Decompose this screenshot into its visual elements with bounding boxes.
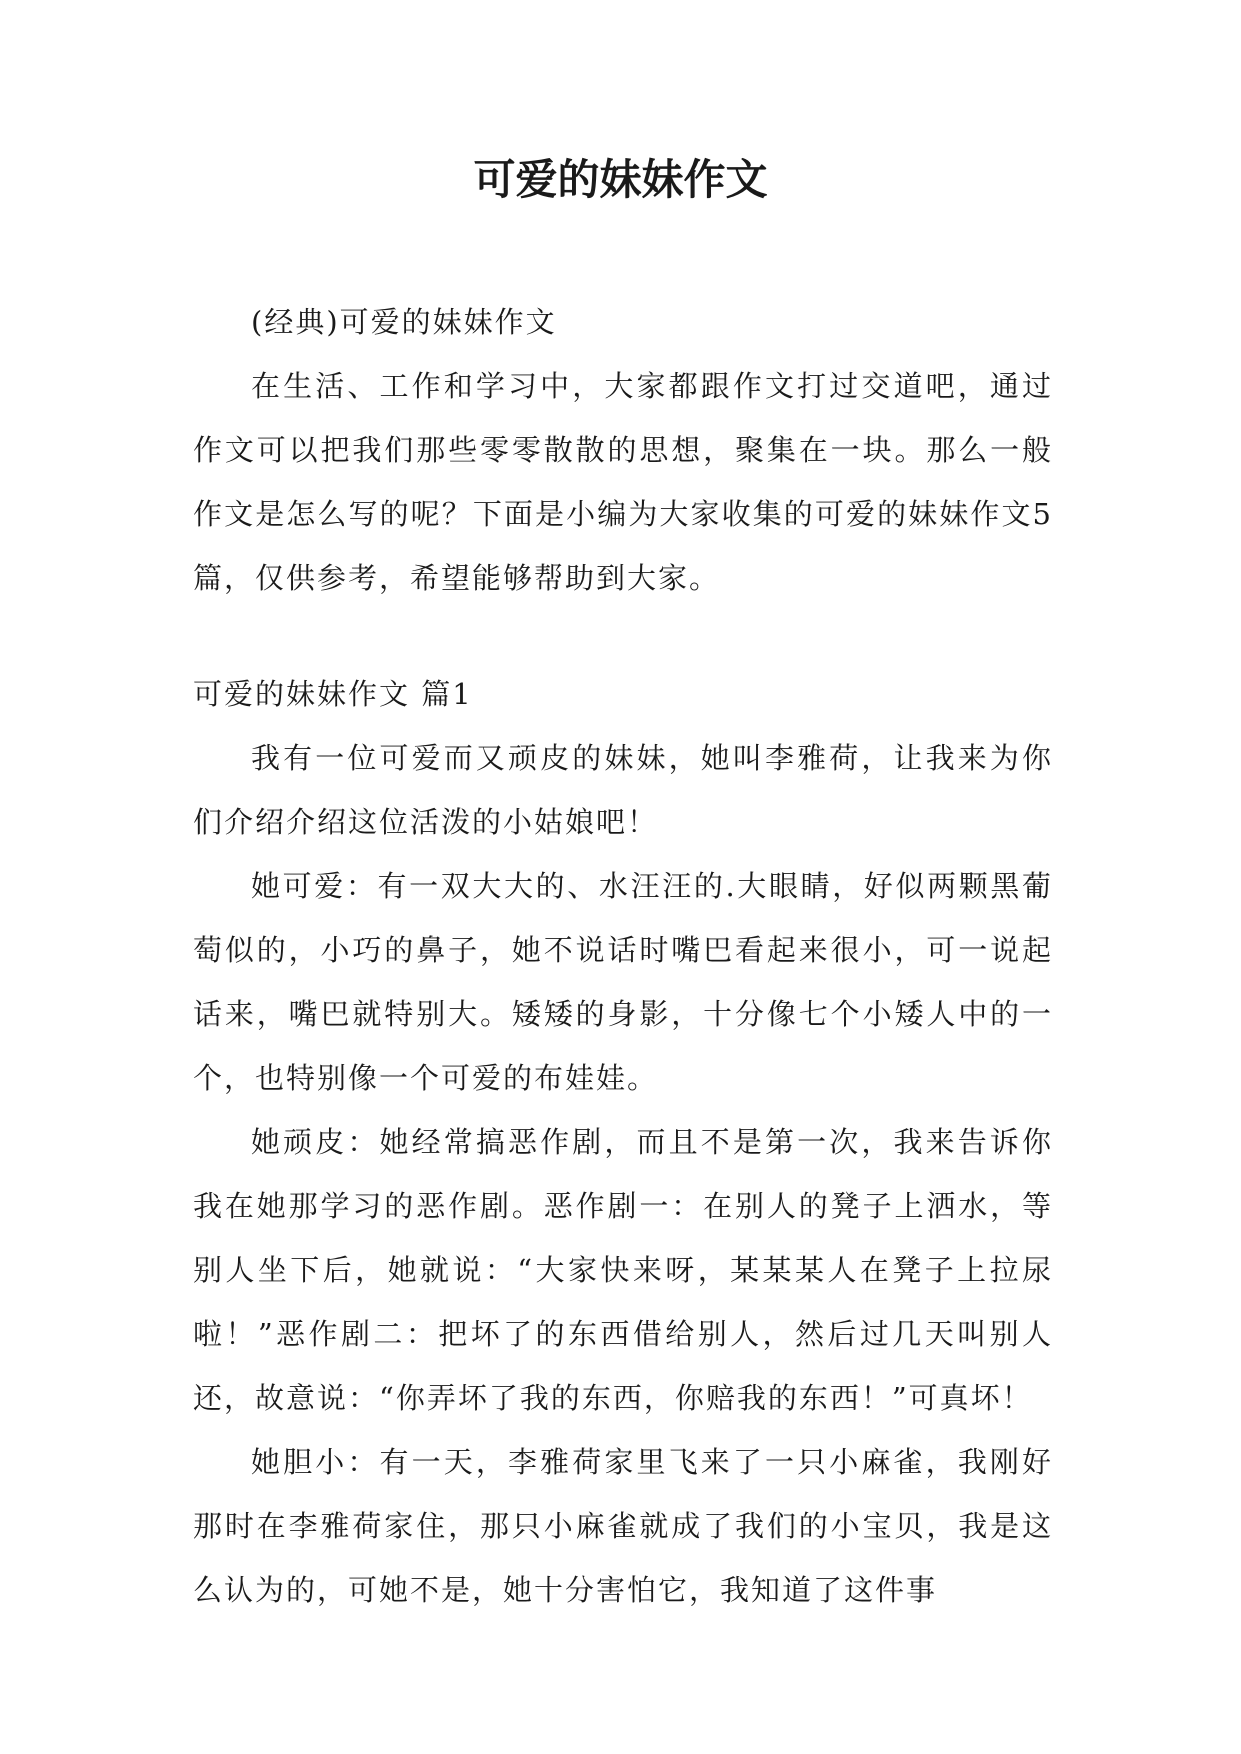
section-gap	[193, 610, 1053, 662]
body-paragraph: 她胆小：有一天，李雅荷家里飞来了一只小麻雀，我刚好那时在李雅荷家住，那只小麻雀就成了我们的小宝贝，我是这么认为的，可她不是，她十分害怕它，我知道了这件事	[193, 1445, 1053, 1607]
section-heading: 可爱的妹妹作文 篇1	[193, 677, 473, 711]
document-title: 可爱的妹妹作文	[473, 155, 768, 204]
body-paragraph: 我有一位可爱而又顽皮的妹妹，她叫李雅荷，让我来为你们介绍介绍这位活泼的小姑娘吧！	[193, 741, 1053, 839]
body-paragraph: 她顽皮：她经常搞恶作剧，而且不是第一次，我来告诉你我在她那学习的恶作剧。恶作剧一：在别人的凳子上洒水，等别人坐下后，她就说：“大家快来呀，某某某人在凳子上拉尿啦！”恶作剧二：把坏了的东西借给别人，然后过几天叫别人还，故意说：“你弄坏了我的东西，你赔我的东西！”可真坏！	[193, 1125, 1053, 1415]
intro-paragraph: 在生活、工作和学习中，大家都跟作文打过交道吧，通过作文可以把我们那些零零散散的思想，聚集在一块。那么一般作文是怎么写的呢？下面是小编为大家收集的可爱的妹妹作文5篇，仅供参考，希望能够帮助到大家。	[193, 369, 1053, 595]
document-body	[193, 290, 1053, 1622]
document-subtitle: (经典)可爱的妹妹作文	[251, 305, 557, 339]
body-paragraph: 她可爱：有一双大大的、水汪汪的.大眼睛，好似两颗黑葡萄似的，小巧的鼻子，她不说话时嘴巴看起来很小，可一说起话来，嘴巴就特别大。矮矮的身影，十分像七个小矮人中的一个，也特别像一个可爱的布娃娃。	[193, 869, 1053, 1095]
